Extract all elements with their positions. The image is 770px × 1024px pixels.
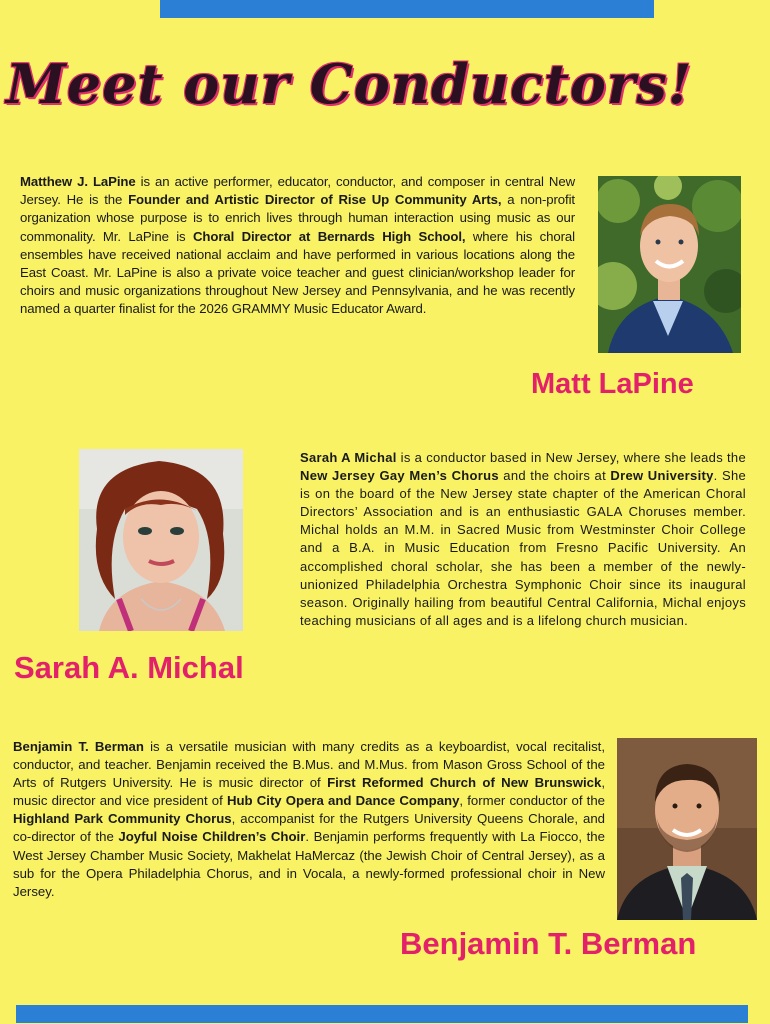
bio-text: . Benjamin performs frequently with La Fiocco, the West Jersey Chamber Music Society, Makhelat HaMercaz (the Jewish Choir of Central Jersey), as a sub for the Opera Philadelphia Chorus, and in Vocala, a newly-formed professional choir in New Jersey. [13,829,605,899]
conductor-bio-berman [13,738,605,901]
bio-text: is an active performer, educator, conductor, and composer in central New Jersey. He is the [20,174,575,208]
bio-highlight: Sarah A Michal [300,450,397,465]
conductor-bio-michal [300,449,746,630]
bio-highlight: Joyful Noise Children’s Choir [118,829,306,845]
conductor-photo-michal [79,449,243,631]
conductor-name-berman: Benjamin T. Berman [400,926,697,961]
conductor-name-lapine: Matt LaPine [531,368,694,400]
conductor-bio-lapine [20,173,575,319]
conductor-name-michal: Sarah A. Michal [14,650,244,685]
bio-text: a non-profit organization whose purpose is to enrich lives through human interaction using music as our commonality. Mr. LaPine is [20,192,575,244]
bio-highlight: Hub City Opera and Dance Company [226,793,460,809]
bio-text: , accompanist for the Rutgers University Queens Chorale, and co-director of the [13,811,605,845]
bio-text: , former conductor of the [459,793,605,809]
bio-text: , music director and vice president of [13,775,606,809]
bio-highlight: Founder and Artistic Director of Rise Up Community Arts, [128,192,502,208]
bio-highlight: Choral Director at Bernards High School, [192,228,466,244]
bio-highlight: New Jersey Gay Men’s Chorus [300,468,499,484]
bio-text: and the choirs at [498,468,611,484]
bio-highlight: Drew University [610,468,714,484]
bio-highlight: Benjamin T. Berman [13,739,144,754]
bio-highlight: First Reformed Church of New Brunswick [327,775,602,791]
bio-text: is a versatile musician with many credits as a keyboardist, vocal recitalist, conductor, and teacher. Benjamin received the B.Mus. and M.Mus. from Mason Gross School of the Arts of Rutgers University. He is music director of [13,739,606,791]
bio-highlight: Highland Park Community Chorus [13,811,232,827]
top-accent-bar [160,0,654,18]
bottom-accent-bar [16,1005,748,1023]
bio-text: . She is on the board of the New Jersey state chapter of the American Choral Directors’ Association and is an enthusiastic GALA Choruses member. Michal holds an M.M. in Sacred Music from Westminster Choir College and a B.A. in Music Education from Fresno Pacific University. An accomplished choral scholar, she has been a member of the newly-unionized Philadelphia Orchestra Symphonic Choir since its inaugural season. Originally hailing from beautiful Central California, Michal enjoys teaching musicians of all ages and is a lifelong church musician. [300,468,747,628]
conductor-photo-lapine [598,176,741,353]
page-title: Meet our Conductors! [6,52,693,116]
bio-text: is a conductor based in New Jersey, where she leads the [396,450,746,465]
conductor-photo-berman [617,738,757,920]
bio-highlight: Matthew J. LaPine [20,174,136,189]
bio-text: where his choral ensembles have received national acclaim and have performed in various locations along the East Coast. Mr. LaPine is also a private voice teacher and guest clinician/workshop leader for choirs and music organizations throughout New Jersey and Pennsylvania, and he was recently named a quarter finalist for the 2026 GRAMMY Music Educator Award. [20,228,575,317]
